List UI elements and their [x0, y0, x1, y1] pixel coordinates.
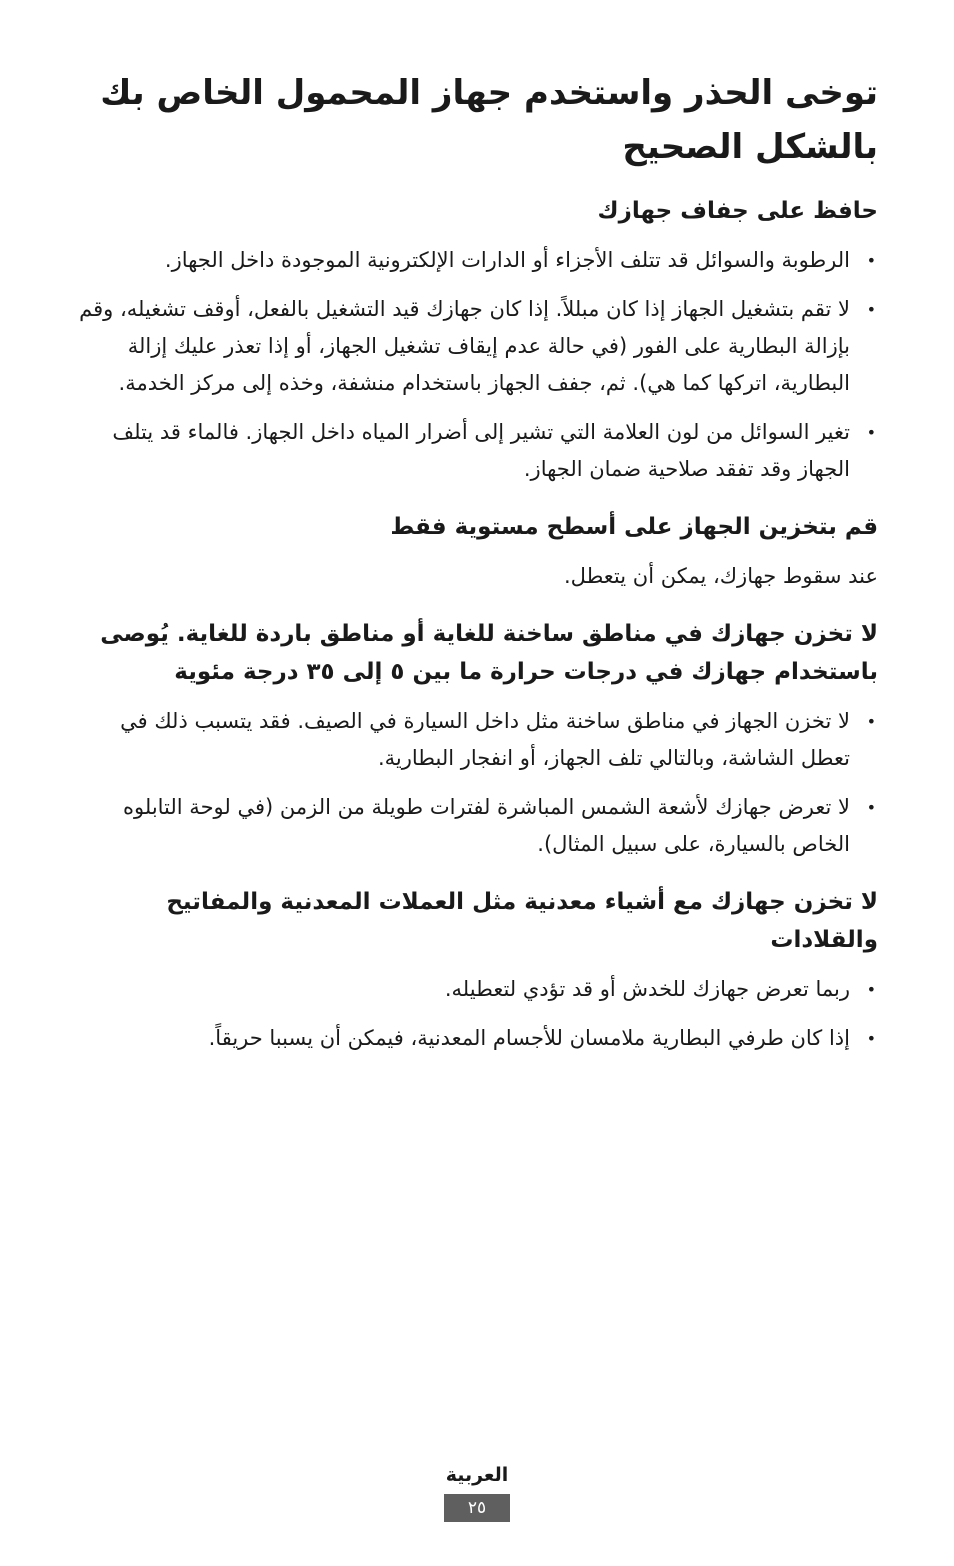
document-page [72, 66, 878, 1069]
bullet-icon: • [866, 980, 876, 999]
list-item-text: إذا كان طرفي البطارية ملامسان للأجسام المعدنية، فيمكن أن يسببا حريقاً. [208, 1026, 850, 1050]
list-item [72, 291, 878, 402]
section-heading-temperature: لا تخزن جهازك في مناطق ساخنة للغاية أو مناطق باردة للغاية. يُوصى باستخدام جهازك في درجات حرارة ما بين ٥ إلى ٣٥ درجة مئوية [100, 621, 878, 685]
page-footer [0, 1460, 954, 1522]
list-item [72, 414, 878, 488]
list-item-text: لا تخزن الجهاز في مناطق ساخنة مثل داخل السيارة في الصيف. فقد يتسبب ذلك في تعطل الشاشة، وبالتالي تلف الجهاز، أو انفجار البطارية. [120, 709, 850, 770]
list-item [72, 1020, 878, 1057]
list-item [72, 703, 878, 777]
section-keep-dry-list [72, 242, 878, 488]
bullet-icon: • [866, 251, 876, 270]
section-heading-metal-objects: لا تخزن جهازك مع أشياء معدنية مثل العملات المعدنية والمفاتيح والقلادات [166, 889, 878, 953]
bullet-icon: • [866, 712, 876, 731]
list-item [72, 789, 878, 863]
section-flat-surfaces-text: عند سقوط جهازك، يمكن أن يتعطل. [564, 564, 878, 588]
bullet-icon: • [866, 423, 876, 442]
bullet-icon: • [866, 798, 876, 817]
list-item [72, 971, 878, 1008]
page-number-badge: ٢٥ [444, 1494, 510, 1522]
bullet-icon: • [866, 300, 876, 319]
section-heading-keep-dry: حافظ على جفاف جهازك [597, 198, 878, 224]
list-item-text: الرطوبة والسوائل قد تتلف الأجزاء أو الدارات الإلكترونية الموجودة داخل الجهاز. [164, 248, 850, 272]
list-item-text: ربما تعرض جهازك للخدش أو قد تؤدي لتعطيله. [444, 977, 850, 1001]
page-title: توخى الحذر واستخدم جهاز المحمول الخاص بك بالشكل الصحيح [100, 73, 878, 167]
list-item-text: لا تعرض جهازك لأشعة الشمس المباشرة لفترات طويلة من الزمن (في لوحة التابلوه الخاص بالسيارة، على سبيل المثال). [123, 795, 850, 856]
list-item-text: لا تقم بتشغيل الجهاز إذا كان مبللاً. إذا كان جهازك قيد التشغيل بالفعل، أوقف تشغيله، وقم بإزالة البطارية على الفور (في حالة عدم إيقاف تشغيل الجهاز، أو إذا تعذر عليك إزالة البطارية، اتركها كما هي). ثم، جفف الجهاز باستخدام منشفة، وخذه إلى مركز الخدمة. [79, 297, 850, 395]
list-item-text: تغير السوائل من لون العلامة التي تشير إلى أضرار المياه داخل الجهاز. فالماء قد يتلف الجهاز وقد تفقد صلاحية ضمان الجهاز. [112, 420, 850, 481]
footer-language-label: العربية [445, 1464, 509, 1486]
section-metal-objects-list [72, 971, 878, 1057]
list-item [72, 242, 878, 279]
bullet-icon: • [866, 1029, 876, 1048]
section-temperature-list [72, 703, 878, 863]
section-heading-flat-surfaces: قم بتخزين الجهاز على أسطح مستوية فقط [390, 514, 878, 540]
